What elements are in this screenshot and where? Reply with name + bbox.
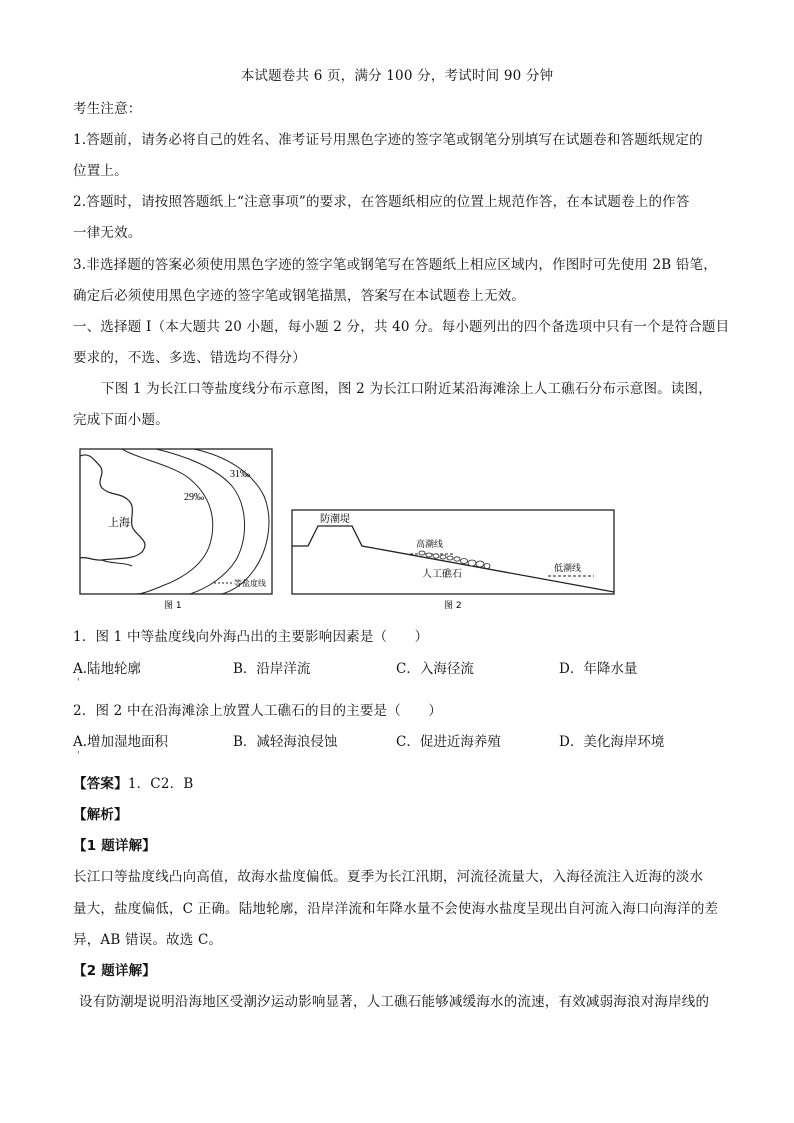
section-heading: 一、选择题 I（本大题共 20 小题，每小题 2 分，共 40 分。每小题列出的四个备选项中只有一个是符合题目 xyxy=(73,319,730,335)
q1-detail-label: 【1 题详解】 xyxy=(73,838,156,854)
figure-2 xyxy=(292,510,614,611)
notice-item-1: 1.答题前，请务必将自己的姓名、准考证号用黑色字迹的签字笔或钢笔分别填写在试题卷和答题纸规定的 xyxy=(73,132,703,148)
q1-option-d[interactable]: D．年降水量 xyxy=(559,661,638,677)
notice-heading: 考生注意： xyxy=(73,101,142,117)
section-heading-cont: 要求的，不选、多选、错选均不得分） xyxy=(73,350,306,366)
notice-item-1-cont: 位置上。 xyxy=(73,163,128,179)
figure-svg xyxy=(76,446,622,616)
q1-detail-line-1: 长江口等盐度线凸向高值，故海水盐度偏低。夏季为长江汛期，河流径流量大，入海径流注入近海的淡水 xyxy=(73,869,704,885)
label-dike: 防潮堤 xyxy=(320,514,350,525)
notice-item-3-cont: 确定后必须使用黑色字迹的签字笔或钢笔描黑，答案写在本试题卷上无效。 xyxy=(73,288,526,304)
caption-fig2: 图 2 xyxy=(444,601,462,611)
q2-option-a[interactable]: A.增加湿地面积 xyxy=(73,734,169,750)
exam-header: 本试题卷共 6 页，满分 100 分，考试时间 90 分钟 xyxy=(240,68,554,84)
scan-mark: ' xyxy=(77,678,80,688)
answer-label: 【答案】 xyxy=(73,776,128,792)
label-reef: 人工礁石 xyxy=(422,569,462,580)
question-2-stem: 2．图 2 中在沿海滩涂上放置人工礁石的目的主要是（ ） xyxy=(73,703,443,719)
figure-block xyxy=(76,446,622,646)
notice-item-2: 2.答题时，请按照答题纸上“注意事项”的要求，在答题纸相应的位置上规范作答，在本试题卷上的作答 xyxy=(73,194,690,210)
answer-line xyxy=(73,774,723,794)
question-1-stem: 1．图 1 中等盐度线向外海凸出的主要影响因素是（ ） xyxy=(73,629,429,645)
label-low-tide: 低潮线 xyxy=(554,564,582,574)
analysis-label: 【解析】 xyxy=(73,807,128,823)
label-31: 31‰ xyxy=(230,469,250,480)
q2-detail-line-1: 设有防潮堤说明沿海地区受潮汐运动影响显著，人工礁石能够减缓海水的流速，有效减弱海浪对海岸线的 xyxy=(79,994,710,1010)
q2-option-c[interactable]: C．促进近海养殖 xyxy=(396,734,501,750)
q1-option-c[interactable]: C．入海径流 xyxy=(396,661,474,677)
notice-item-2-cont: 一律无效。 xyxy=(73,225,142,241)
caption-fig1: 图 1 xyxy=(164,601,182,611)
answer-text: 1．C2．B xyxy=(127,776,194,792)
question-1-options xyxy=(73,659,723,679)
figure-1 xyxy=(80,449,272,611)
label-high-tide: 高潮线 xyxy=(416,540,444,550)
notice-item-3: 3.非选择题的答案必须使用黑色字迹的签字笔或钢笔写在答题纸上相应区域内，作图时可先使用 2B 铅笔， xyxy=(73,257,717,273)
q1-option-b[interactable]: B．沿岸洋流 xyxy=(233,661,311,677)
intro-text-cont: 完成下面小题。 xyxy=(73,412,169,428)
q1-detail-line-2: 量大，盐度偏低，C 正确。陆地轮廓，沿岸洋流和年降水量不会使海水盐度呈现出自河流入海口向海洋的差 xyxy=(73,901,719,917)
q1-detail-line-3: 异，AB 错误。故选 C。 xyxy=(73,932,223,948)
scan-mark: ' xyxy=(77,751,80,761)
q2-detail-label: 【2 题详解】 xyxy=(73,963,156,979)
question-2-options xyxy=(73,732,723,752)
legend-label: 等盐度线 xyxy=(234,579,266,588)
q2-option-b[interactable]: B．减轻海浪侵蚀 xyxy=(233,734,338,750)
q1-option-a[interactable]: A.陆地轮廓 xyxy=(73,661,142,677)
intro-text: 下图 1 为长江口等盐度线分布示意图，图 2 为长江口附近某沿海滩涂上人工礁石分布示意图。读图， xyxy=(101,381,712,397)
q2-option-d[interactable]: D．美化海岸环境 xyxy=(559,734,665,750)
label-shanghai: 上海 xyxy=(108,516,130,529)
label-29: 29‰ xyxy=(184,492,204,503)
